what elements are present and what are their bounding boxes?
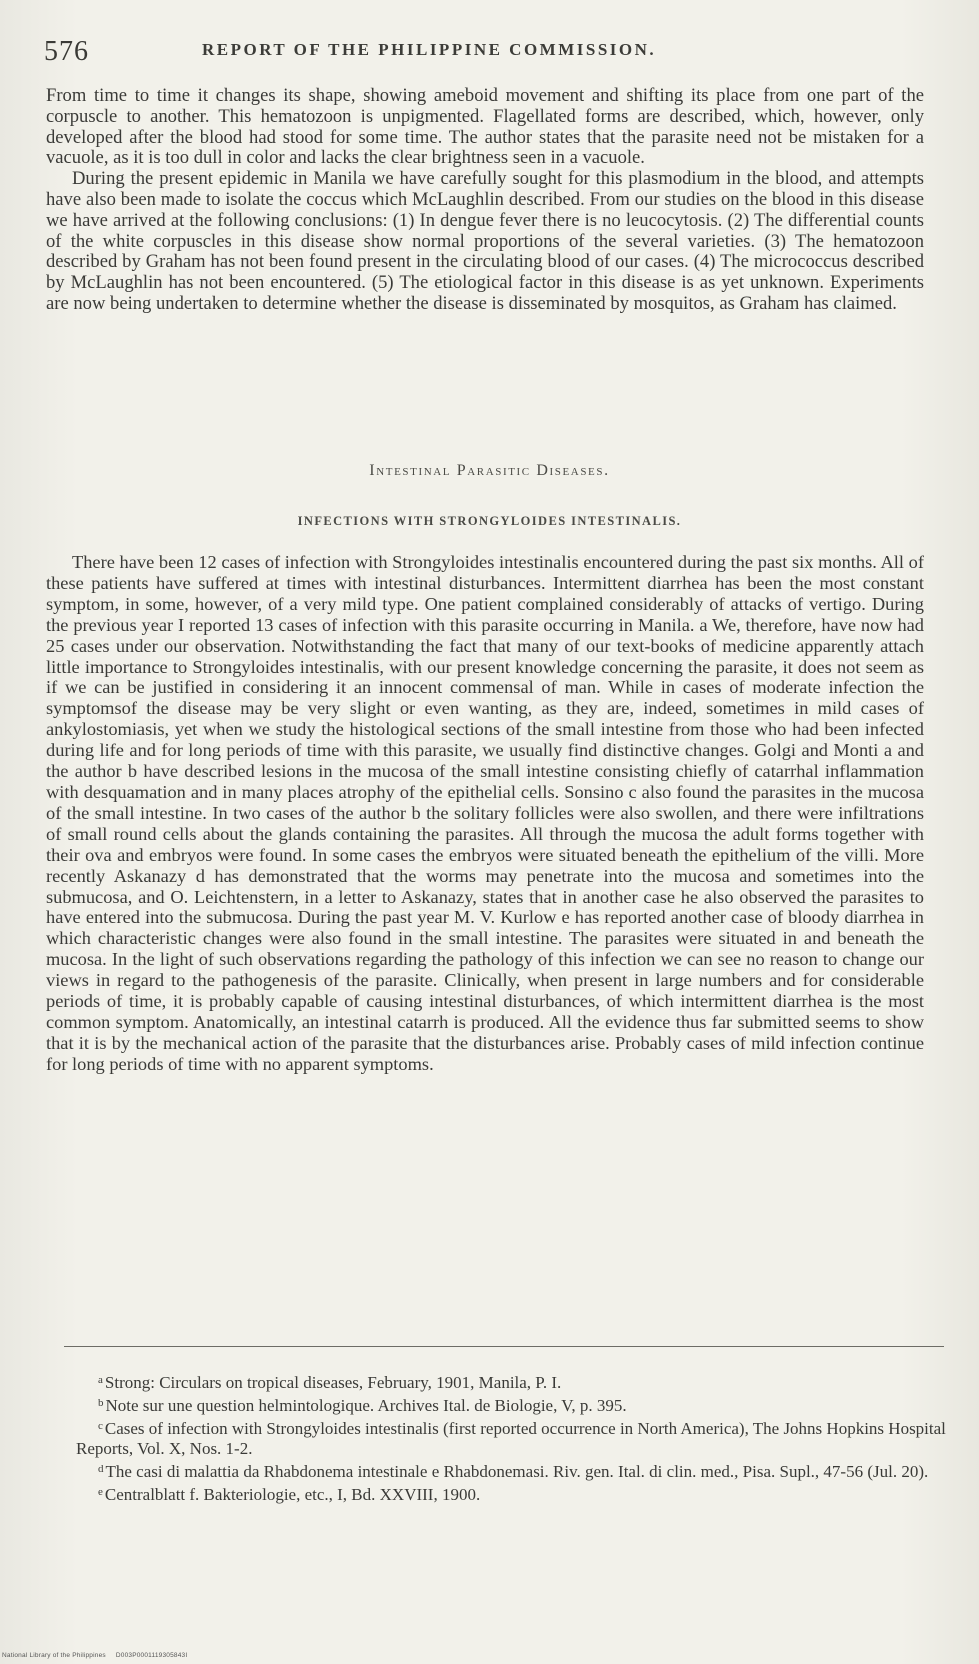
footnote-d: [76, 1459, 946, 1482]
footnote-marker: e: [98, 1486, 103, 1498]
strongyloides-text-block: [46, 552, 924, 1075]
page-number: 576: [44, 36, 89, 67]
footnote-text: Cases of infection with Strongyloides intestinalis (first reported occurrence in North America), The Johns Hopkins Hospital Reports, Vol. X, Nos. 1-2.: [76, 1419, 946, 1458]
page-header: [44, 30, 924, 70]
footnote-text: Note sur une question helmintologique. Archives Ital. de Biologie, V, p. 395.: [105, 1396, 627, 1415]
footnote-c: [76, 1416, 946, 1459]
footnotes: [76, 1370, 946, 1505]
footnote-marker: d: [98, 1463, 104, 1475]
subsection-title: INFECTIONS WITH STRONGYLOIDES INTESTINALIS.: [297, 514, 682, 528]
footnote-text: The casi di malattia da Rhabdonema intestinale e Rhabdonemasi. Riv. gen. Ital. di clin. med., Pisa. Supl., 47-56 (Jul. 20).: [105, 1462, 929, 1481]
imprint-code: D003P0001119305843I: [115, 1652, 188, 1659]
footnote-text: Strong: Circulars on tropical diseases, February, 1901, Manila, P. I.: [104, 1373, 562, 1392]
imprint-library: National Library of the Philippines: [2, 1652, 106, 1659]
opening-text-block: [46, 86, 924, 315]
scan-imprint: [2, 1652, 195, 1659]
paragraph-conclusions: During the present epidemic in Manila we have carefully sought for this plasmodium in the blood, and attempts have also been made to isolate the coccus which McLaughlin described. From our studies on the blood in this disease we have arrived at the following conclusions: (1) In dengue fever there is no leucocytosis. (2) The differential counts of the white corpuscles in this disease show normal proportions of the several varieties. (3) The hematozoon described by Graham has not been found present in the circulating blood of our cases. (4) The micrococcus described by McLaughlin has not been encountered. (5) The etiological factor in this disease is as yet unknown. Experiments are now being undertaken to determine whether the disease is disseminated by mosquitos, as Graham has claimed.: [46, 168, 924, 314]
footnote-e: [76, 1482, 946, 1505]
footnote-marker: a: [98, 1374, 103, 1386]
running-head: REPORT OF THE PHILIPPINE COMMISSION.: [202, 40, 657, 59]
footnote-text: Centralblatt f. Bakteriologie, etc., I, Bd. XXVIII, 1900.: [104, 1485, 481, 1504]
footnote-marker: c: [98, 1420, 103, 1432]
paragraph-continued: From time to time it changes its shape, showing ameboid movement and shifting its place from one part of the corpuscle to another. This hematozoon is unpigmented. Flagellated forms are described, which, however, only developed after the blood had stood for some time. The author states that the parasite need not be mistaken for a vacuole, as it is too dull in color and lacks the clear brightness seen in a vacuole.: [46, 85, 924, 169]
footnote-b: [76, 1393, 946, 1416]
footnote-divider: [64, 1346, 944, 1347]
section-title: Intestinal Parasitic Diseases.: [369, 462, 610, 479]
footnote-a: [76, 1370, 946, 1393]
footnote-marker: b: [98, 1397, 104, 1409]
paragraph-strongyloides: There have been 12 cases of infection with Strongyloides intestinalis encountered during the past six months. All of these patients have suffered at times with intestinal disturbances. Intermittent diarrhea has been the most constant symptom, in some, however, of a very mild type. One patient complained considerably of attacks of vertigo. During the previous year I reported 13 cases of infection with this parasite occurring in Manila. a We, therefore, have now had 25 cases under our observation. Notwithstanding the fact that many of our text-books of medicine apparently attach little importance to Strongyloides intestinalis, with our present knowledge concerning the parasite, it does not seem as if we can be justified in considering it an innocent commensal of man. While in cases of moderate infection the symptomsof the disease may be very slight or even wanting, as they are, indeed, sometimes in mild cases of ankylostomiasis, yet when we study the histological sections of the small intestine from those who had been infected during life and for long periods of time with this parasite, we usually find distinctive changes. Golgi and Monti a and the author b have described lesions in the mucosa of the small intestine consisting chiefly of catarrhal inflammation with desquamation and in many places atrophy of the epithelial cells. Sonsino c also found the parasites in the mucosa of the small intestine. In two cases of the author b the solitary follicles were also swollen, and there were infiltrations of small round cells about the glands containing the parasites. All through the mucosa the adult forms together with their ova and embryos were found. In some cases the embryos were situated beneath the epithelium of the villi. More recently Askanazy d has demonstrated that the worms may penetrate into the mucosa and sometimes into the submucosa, and O. Leichtenstern, in a letter to Askanazy, states that in another case he also observed the parasites to have entered into the submucosa. During the past year M. V. Kurlow e has reported another case of bloody diarrhea in which characteristic changes were also found in the small intestine. The parasites were situated in and beneath the mucosa. In the light of such observations regarding the pathology of this infection we can see no reason to change our views in regard to the pathogenesis of the parasite. Clinically, when present in large numbers and for considerable periods of time, it is probably capable of causing intestinal disturbances, of which intermittent diarrhea is the most common symptom. Anatomically, an intestinal catarrh is produced. All the evidence thus far submitted seems to show that it is by the mechanical action of the parasite that the disturbances arise. Probably cases of mild infection continue for long periods of time with no apparent symptoms.: [46, 552, 924, 1074]
